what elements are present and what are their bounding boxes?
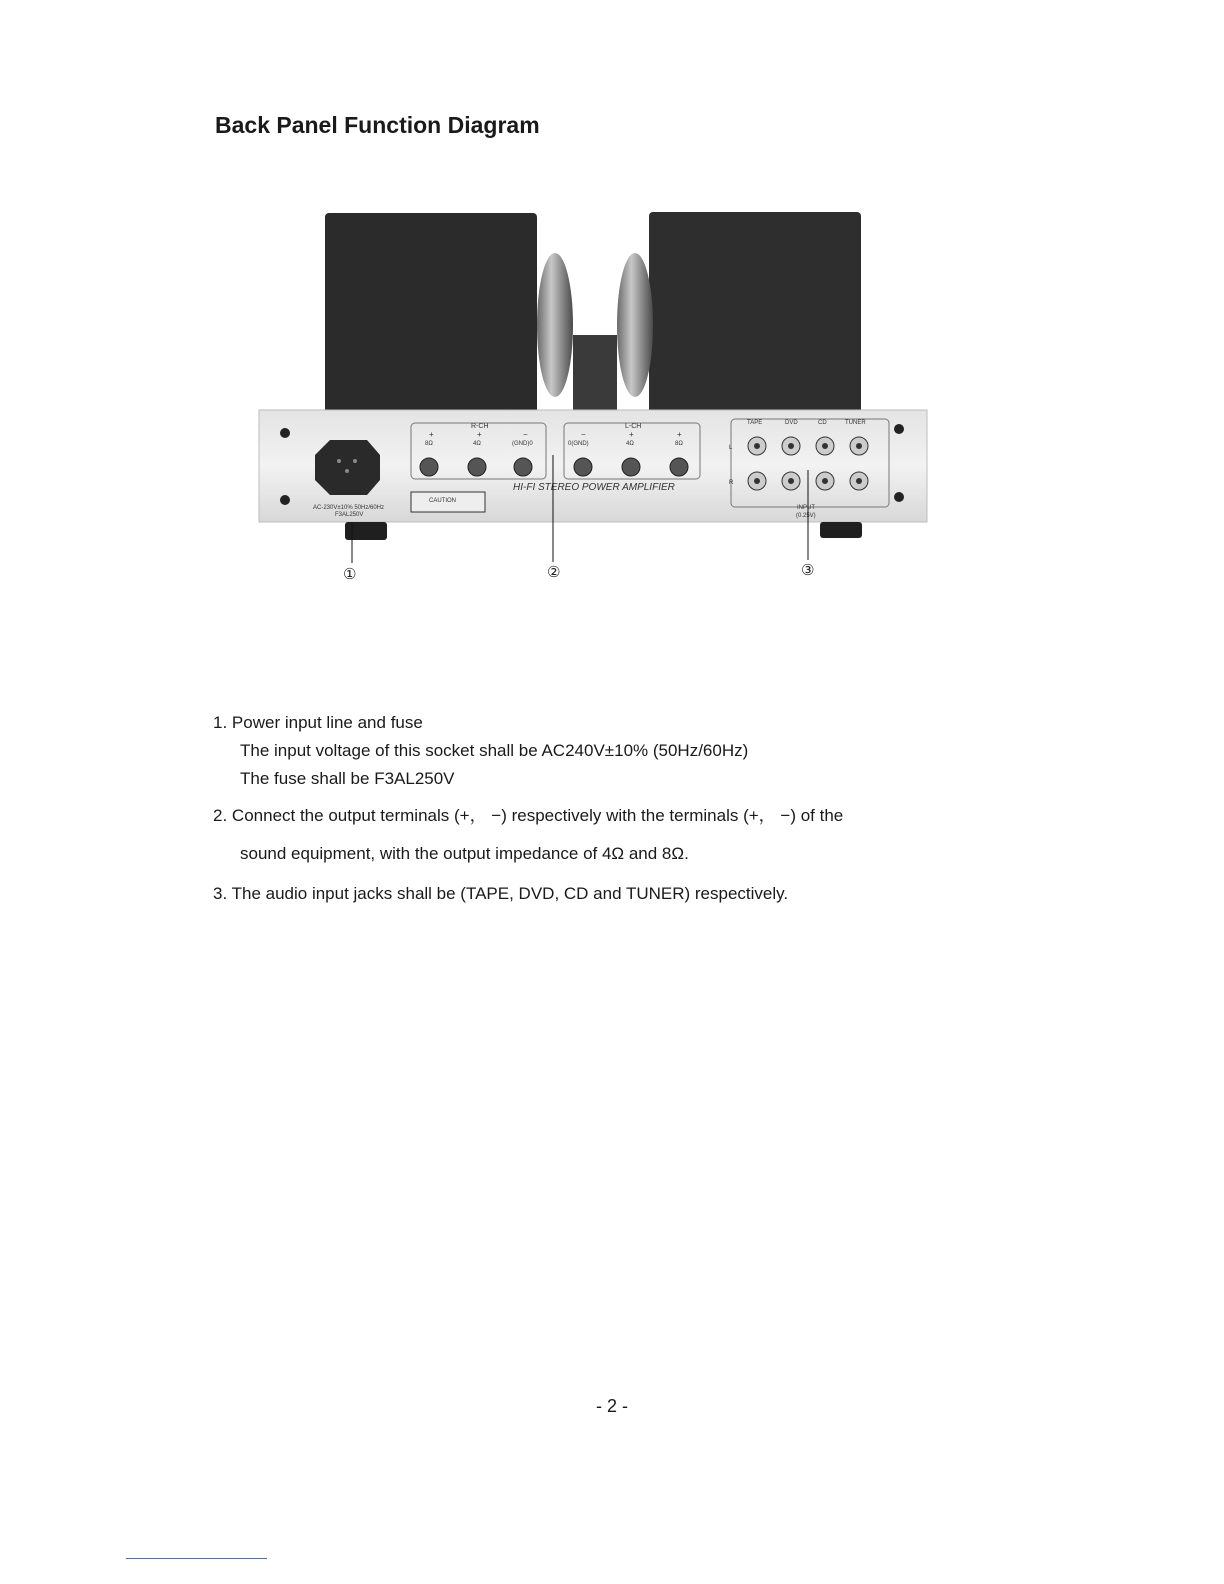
list-item-1 bbox=[213, 713, 973, 733]
left-foot bbox=[345, 522, 387, 540]
footer-rule bbox=[126, 1558, 267, 1559]
svg-text:R: R bbox=[729, 480, 734, 486]
input-level-label: (0.25V) bbox=[796, 513, 816, 519]
page-number: - 2 - bbox=[595, 1396, 628, 1416]
back-panel-illustration bbox=[255, 205, 935, 595]
l-8ohm-label: 8Ω bbox=[675, 441, 683, 447]
item-detail: sound equipment, with the output impedance of 4Ω and 8Ω. bbox=[240, 844, 689, 863]
svg-text:+: + bbox=[477, 430, 482, 439]
l-gnd-label: 0(GND) bbox=[568, 441, 589, 447]
item-detail: The fuse shall be F3AL250V bbox=[240, 769, 455, 788]
model-label: HI-FI STEREO POWER AMPLIFIER bbox=[513, 482, 675, 493]
screw bbox=[280, 495, 290, 505]
svg-text:L: L bbox=[729, 445, 733, 451]
svg-text:+: + bbox=[429, 430, 434, 439]
item-heading: Connect the output terminals (+， −) respectively with the terminals (+， −) of the bbox=[231, 806, 844, 825]
right-tube bbox=[617, 253, 653, 397]
callout-2: ② bbox=[547, 563, 561, 581]
speaker-terminal bbox=[514, 458, 532, 476]
tuner-label: TUNER bbox=[845, 420, 866, 426]
function-list bbox=[213, 713, 973, 904]
screw bbox=[280, 428, 290, 438]
power-rating-label: AC-230V±10% 50Hz/60Hz bbox=[313, 505, 384, 511]
item-heading: The audio input jacks shall be (TAPE, DVD, CD and TUNER) respectively. bbox=[231, 884, 789, 903]
center-capacitor bbox=[573, 335, 617, 415]
r-4ohm-label: 4Ω bbox=[473, 441, 481, 447]
item-number: 1. bbox=[213, 713, 228, 732]
item-detail: The input voltage of this socket shall be AC240V±10% (50Hz/60Hz) bbox=[240, 741, 749, 760]
item-heading: Power input line and fuse bbox=[231, 713, 423, 732]
lch-label: L-CH bbox=[625, 423, 642, 430]
r-gnd-label: (GND)0 bbox=[512, 441, 533, 447]
list-item-3 bbox=[213, 884, 973, 904]
left-transformer bbox=[325, 213, 537, 418]
svg-text:+: + bbox=[629, 430, 634, 439]
l-4ohm-label: 4Ω bbox=[626, 441, 634, 447]
caution-label: CAUTION bbox=[429, 498, 456, 504]
item-number: 3. bbox=[213, 884, 228, 903]
power-socket bbox=[315, 440, 380, 495]
page-title: Back Panel Function Diagram bbox=[215, 112, 540, 138]
cd-label: CD bbox=[818, 420, 827, 426]
left-tube bbox=[537, 253, 573, 397]
screw bbox=[894, 424, 904, 434]
right-transformer bbox=[649, 212, 861, 419]
svg-text:−: − bbox=[523, 430, 528, 439]
input-label: INPUT bbox=[797, 505, 815, 511]
fuse-rating-label: F3AL250V bbox=[335, 512, 364, 518]
r-8ohm-label: 8Ω bbox=[425, 441, 433, 447]
back-panel-figure bbox=[255, 205, 935, 595]
list-item-2 bbox=[213, 806, 973, 826]
screw bbox=[894, 492, 904, 502]
speaker-terminal bbox=[622, 458, 640, 476]
speaker-terminal bbox=[670, 458, 688, 476]
speaker-terminal bbox=[420, 458, 438, 476]
rch-label: R-CH bbox=[471, 423, 489, 430]
speaker-terminal bbox=[574, 458, 592, 476]
svg-text:−: − bbox=[581, 430, 586, 439]
svg-text:+: + bbox=[677, 430, 682, 439]
speaker-terminal bbox=[468, 458, 486, 476]
tape-label: TAPE bbox=[747, 420, 763, 426]
callout-3: ③ bbox=[801, 561, 815, 579]
dvd-label: DVD bbox=[785, 420, 798, 426]
right-foot bbox=[820, 522, 862, 538]
item-number: 2. bbox=[213, 806, 228, 825]
callout-1: ① bbox=[343, 565, 357, 583]
